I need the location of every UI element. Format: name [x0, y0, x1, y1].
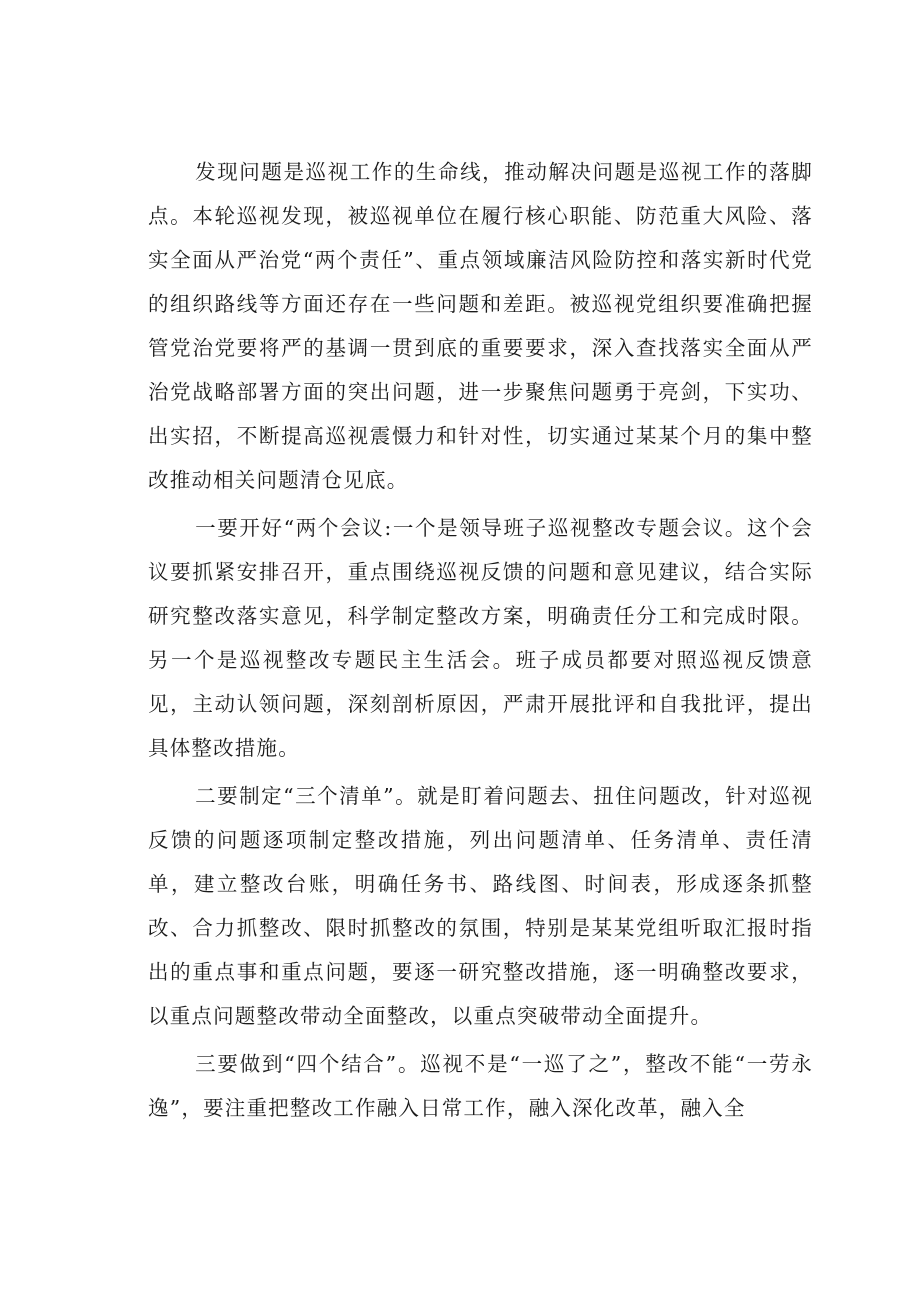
paragraph-2: 一要开好“两个会议:一个是领导班子巡视整改专题会议。这个会议要抓紧安排召开，重点围绕巡视反馈的问题和意见建议，结合实际研究整改落实意见，科学制定整改方案，明确责任分工和完成时限。另一个是巡视整改专题民主生活会。班子成员都要对照巡视反馈意见，主动认领问题，深刻剖析原因，严肃开展批评和自我批评，提出具体整改措施。 — [148, 516, 813, 760]
document-body — [148, 150, 813, 1134]
paragraph-3: 二要制定“三个清单”。就是盯着问题去、扭住问题改，针对巡视反馈的问题逐项制定整改措施，列出问题清单、任务清单、责任清单，建立整改台账，明确任务书、路线图、时间表，形成逐条抓整改、合力抓整改、限时抓整改的氛围，特别是某某党组听取汇报时指出的重点事和重点问题，要逐一研究整改措施，逐一明确整改要求，以重点问题整改带动全面整改，以重点突破带动全面提升。 — [148, 784, 813, 1028]
paragraph-1: 发现问题是巡视工作的生命线，推动解决问题是巡视工作的落脚点。本轮巡视发现，被巡视单位在履行核心职能、防范重大风险、落实全面从严治党“两个责任”、重点领域廉洁风险防控和落实新时代党的组织路线等方面还存在一些问题和差距。被巡视党组织要准确把握管党治党要将严的基调一贯到底的重要要求，深入查找落实全面从严治党战略部署方面的突出问题，进一步聚焦问题勇于亮剑，下实功、出实招，不断提高巡视震慑力和针对性，切实通过某某个月的集中整改推动相关问题清仓见底。 — [148, 160, 813, 492]
paragraph-4: 三要做到“四个结合”。巡视不是“一巡了之”，整改不能“一劳永逸”，要注重把整改工作融入日常工作，融入深化改革，融入全 — [148, 1052, 813, 1120]
